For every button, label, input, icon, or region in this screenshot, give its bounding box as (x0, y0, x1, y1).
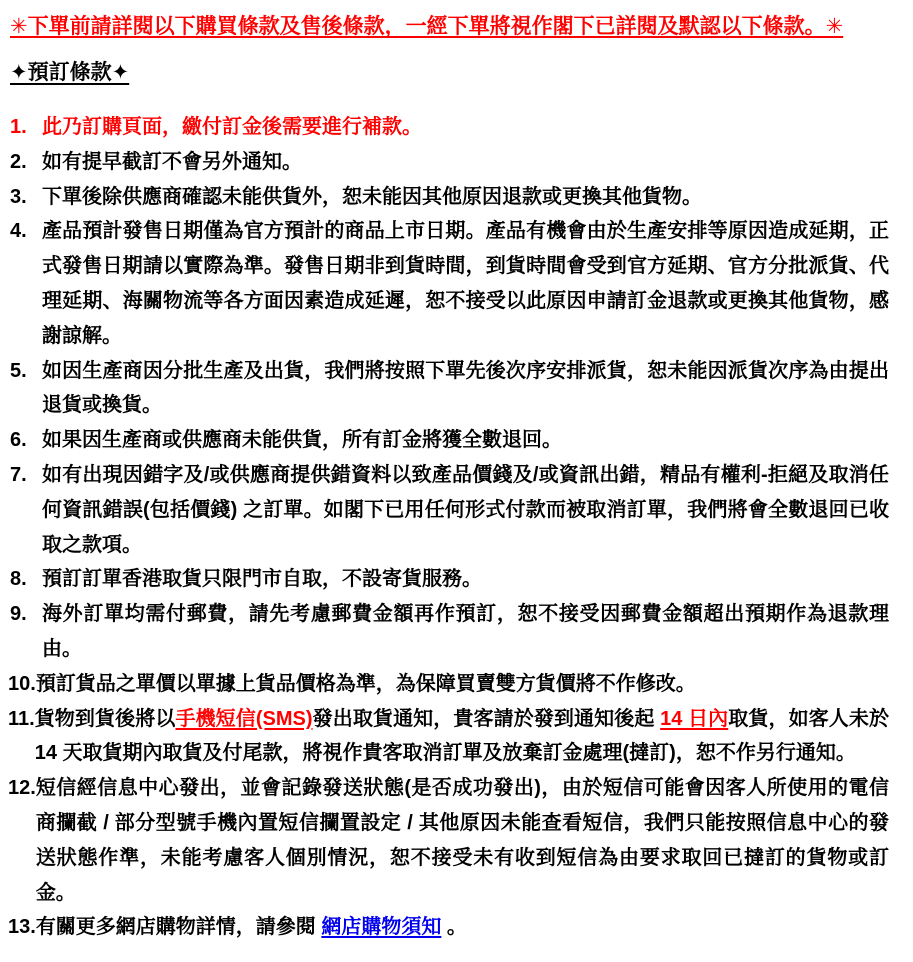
term-text: 如因生產商因分批生產及出貨，我們將按照下單先後次序安排派貨，恕未能因派貨次序為由提出退貨或換貨。 (42, 359, 889, 417)
term-text: 如果因生產商或供應商未能供貨，所有訂金將獲全數退回。 (42, 429, 562, 452)
term-item-4 (0, 214, 913, 353)
term-item-2 (0, 145, 913, 180)
term-number: 4. (10, 220, 27, 243)
term-number: 12. (8, 777, 36, 800)
term-text: 預訂訂單香港取貨只限門市自取，不設寄貨服務。 (42, 568, 482, 591)
section-title-preorder-terms (10, 60, 889, 86)
term-text (36, 910, 889, 945)
term-item-10 (0, 667, 913, 702)
term-text: 短信經信息中心發出，並會記錄發送狀態(是否成功發出)，由於短信可能會因客人所使用的電信商攔截 / 部分型號手機內置短信攔置設定 / 其他原因未能查看短信，我們只能按照信息中心的發送狀態作準，未能考慮客人個別情況，恕不接受未有收到短信為由要求取回已撻訂的貨物或訂金。 (35, 777, 889, 904)
term-text: 此乃訂購頁面，繳付訂金後需要進行補款。 (42, 116, 422, 138)
term-text: 預訂貨品之單價以單據上貨品價格為準，為保障買賣雙方貨價將不作修改。 (35, 672, 696, 695)
term-text: 海外訂單均需付郵費，請先考慮郵費金額再作預訂，恕不接受因郵費金額超出預期作為退款理由。 (42, 603, 889, 660)
term-text: 產品預計發售日期僅為官方預計的商品上市日期。產品有機會由於生產安排等原因造成延期，正式發售日期請以實際為準。發售日期非到貨時間，到貨時間會受到官方延期、官方分批派貨、代理延期、海關物流等各方面因素造成延遲，恕不接受以此原因申請訂金退款或更換其他貨物，感謝諒解。 (42, 220, 889, 347)
term-text-segment: 有關更多網店購物詳情，請參閱 (35, 916, 322, 939)
term-item-12 (0, 771, 913, 910)
section-title-text: ✦預訂條款✦ (10, 61, 130, 84)
term-text-segment: 發出取貨通知，貴客請於發到通知後起 (312, 707, 661, 730)
term-item-8 (0, 562, 913, 597)
term-number: 13. (8, 916, 36, 939)
term-number: 6. (10, 429, 27, 452)
term-number: 9. (10, 603, 27, 626)
term-number: 1. (10, 116, 27, 138)
sms-emphasis: 手機短信(SMS) (175, 707, 313, 730)
term-item-6 (0, 423, 913, 458)
terms-document (0, 14, 913, 962)
term-item-5 (0, 354, 913, 424)
store-shopping-guide-link[interactable]: 網店購物須知 (321, 916, 442, 939)
pickup-deadline-emphasis: 14 日內 (660, 707, 729, 730)
term-item-11 (0, 702, 913, 772)
term-number: 3. (10, 185, 27, 208)
term-number: 8. (10, 568, 27, 591)
term-number: 2. (10, 150, 27, 173)
term-text-segment: 取貨，如客人未於 14 天取貨期內取貨及付尾款，將視作貴客取消訂單及放棄訂金處理(撻訂)，恕不作另行通知。 (34, 707, 889, 765)
term-number: 11. (8, 707, 35, 730)
purchase-notice-banner: ✳下單前請詳閱以下購買條款及售後條款，一經下單將視作閣下已詳閱及默認以下條款。✳ (10, 15, 844, 38)
terms-list (0, 110, 913, 945)
term-number: 7. (10, 463, 27, 486)
term-text: 如有出現因錯字及/或供應商提供錯資料以致產品價錢及/或資訊出錯，精品有權利-拒絕及取消任何資訊錯誤(包括價錢) 之訂單。如閣下已用任何形式付款而被取消訂單，我們將會全數退回已收取之款項。 (42, 463, 889, 556)
term-item-3 (0, 180, 913, 215)
term-number: 10. (8, 672, 36, 695)
term-item-1 (0, 110, 913, 145)
term-item-13 (0, 910, 913, 945)
term-text (35, 702, 889, 772)
term-text-segment: 。 (441, 916, 467, 939)
term-text: 下單後除供應商確認未能供貨外，恕未能因其他原因退款或更換其他貨物。 (42, 185, 702, 208)
term-number: 5. (10, 359, 27, 382)
term-item-7 (0, 458, 913, 562)
term-item-9 (0, 597, 913, 667)
term-text-segment: 貨物到貨後將以 (34, 707, 176, 730)
term-text: 如有提早截訂不會另外通知。 (42, 150, 302, 173)
